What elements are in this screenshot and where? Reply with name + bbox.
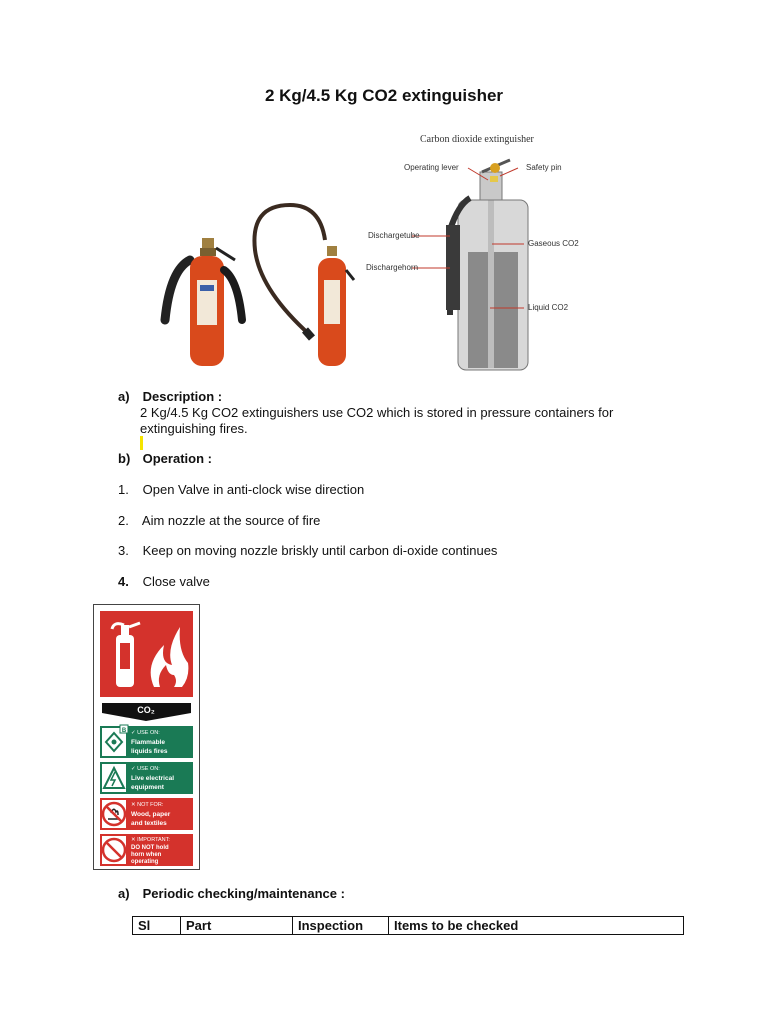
svg-text:Wood, paper: Wood, paper — [131, 811, 171, 818]
operation-step — [118, 574, 210, 589]
column-header-part: Part — [181, 917, 293, 935]
svg-text:liquids fires: liquids fires — [131, 748, 168, 755]
operation-title: Operation : — [142, 451, 212, 466]
figure-caption: Carbon dioxide extinguisher — [420, 134, 534, 145]
step-text: Keep on moving nozzle briskly until carbon di-oxide continues — [142, 543, 498, 558]
class-letter: B — [121, 728, 127, 734]
page-title: 2 Kg/4.5 Kg CO2 extinguisher — [264, 86, 504, 105]
column-header-inspection: Inspection — [293, 917, 389, 935]
maintenance-title: Periodic checking/maintenance : — [142, 886, 345, 901]
extinguisher-hose-image — [254, 205, 354, 366]
step-text: Open Valve in anti-clock wise direction — [142, 482, 365, 497]
step-text: Aim nozzle at the source of fire — [141, 513, 321, 528]
row-tag: ✕ NOT FOR: — [131, 802, 164, 808]
callout-discharge-tube: Dischargetube — [368, 231, 420, 240]
svg-text:operating: operating — [131, 859, 159, 865]
row-tag: ✕ IMPORTANT: — [131, 837, 170, 843]
step-number: 3. — [118, 543, 129, 558]
svg-text:equipment: equipment — [131, 784, 164, 791]
description-title: Description : — [142, 389, 223, 404]
column-header-items: Items to be checked — [389, 917, 684, 935]
maintenance-label: a) — [118, 886, 130, 901]
svg-text:DO NOT hold: DO NOT hold — [131, 845, 169, 851]
callout-gaseous-co2: Gaseous CO2 — [528, 239, 579, 248]
callout-operating-lever: Operating lever — [404, 163, 459, 172]
operation-step — [118, 513, 320, 528]
maintenance-heading — [118, 886, 345, 901]
co2-safety-sign — [93, 604, 200, 870]
operation-heading — [118, 451, 212, 466]
co2-sign-graphic — [94, 605, 199, 869]
text-cursor-marker — [140, 436, 143, 450]
maintenance-table — [132, 916, 684, 935]
row-tag: ✓ USE ON: — [131, 730, 160, 736]
operation-label: b) — [118, 451, 131, 466]
agent-label: CO₂ — [137, 705, 155, 715]
step-text: Close valve — [142, 574, 210, 589]
table-header-row — [133, 917, 684, 935]
row-tag: ✓ USE ON: — [131, 766, 160, 772]
svg-text:and textiles: and textiles — [131, 820, 167, 827]
co2-cutaway-diagram — [412, 160, 528, 370]
description-heading — [118, 389, 222, 404]
callout-discharge-horn: Dischargehorn — [366, 263, 419, 272]
description-label: a) — [118, 389, 130, 404]
step-number: 2. — [118, 513, 129, 528]
operation-step — [118, 482, 364, 497]
callout-safety-pin: Safety pin — [526, 163, 562, 172]
extinguisher-figure — [150, 120, 620, 375]
step-number: 1. — [118, 482, 129, 497]
svg-text:Flammable: Flammable — [131, 739, 165, 746]
svg-text:Live electrical: Live electrical — [131, 775, 174, 782]
callout-liquid-co2: Liquid CO2 — [528, 303, 569, 312]
column-header-sl: Sl — [133, 917, 181, 935]
description-text: 2 Kg/4.5 Kg CO2 extinguishers use CO2 which is stored in pressure containers for extinguishing fires. — [140, 405, 614, 436]
operation-step — [118, 543, 497, 558]
step-number: 4. — [118, 574, 129, 589]
extinguisher-small-image — [165, 238, 242, 366]
svg-text:horn when: horn when — [131, 852, 162, 858]
